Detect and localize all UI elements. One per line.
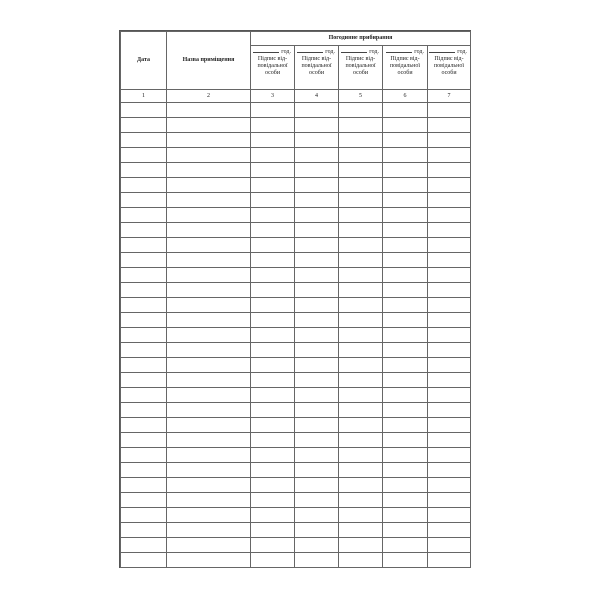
table-cell — [339, 193, 383, 208]
table-cell — [428, 493, 471, 508]
column-number: 7 — [428, 90, 471, 103]
table-body — [121, 90, 471, 568]
table-cell — [121, 418, 167, 433]
table-cell — [428, 163, 471, 178]
table-cell — [428, 313, 471, 328]
column-number: 1 — [121, 90, 167, 103]
table-row — [121, 328, 471, 343]
table-cell — [295, 163, 339, 178]
table-row — [121, 433, 471, 448]
table-cell — [383, 343, 428, 358]
table-cell — [339, 388, 383, 403]
table-cell — [383, 508, 428, 523]
table-cell — [167, 208, 251, 223]
table-cell — [121, 118, 167, 133]
table-cell — [383, 313, 428, 328]
table-row — [121, 373, 471, 388]
table-row — [121, 358, 471, 373]
signature-label: Підпис від-повідальної особи — [301, 56, 332, 76]
table-cell — [121, 253, 167, 268]
table-cell — [383, 103, 428, 118]
table-cell — [251, 388, 295, 403]
table-cell — [121, 223, 167, 238]
table-cell — [339, 268, 383, 283]
header-hour-slot — [295, 46, 339, 90]
table-cell — [295, 178, 339, 193]
table-cell — [383, 523, 428, 538]
header-hour-slot — [251, 46, 295, 90]
table-cell — [339, 178, 383, 193]
table-cell — [339, 373, 383, 388]
table-cell — [295, 133, 339, 148]
table-cell — [383, 433, 428, 448]
table-cell — [121, 403, 167, 418]
table-cell — [121, 433, 167, 448]
hour-label: год. — [369, 49, 379, 55]
table-cell — [121, 298, 167, 313]
table-cell — [428, 478, 471, 493]
table-cell — [167, 448, 251, 463]
table-cell — [167, 328, 251, 343]
table-cell — [251, 313, 295, 328]
table-cell — [383, 193, 428, 208]
table-cell — [251, 223, 295, 238]
table-cell — [339, 283, 383, 298]
table-cell — [295, 148, 339, 163]
table-cell — [121, 493, 167, 508]
table-cell — [167, 373, 251, 388]
table-row — [121, 463, 471, 478]
header-hour-slot — [339, 46, 383, 90]
column-number: 4 — [295, 90, 339, 103]
column-number: 5 — [339, 90, 383, 103]
table-cell — [383, 388, 428, 403]
table-cell — [428, 133, 471, 148]
table-cell — [251, 358, 295, 373]
table-row — [121, 253, 471, 268]
table-cell — [428, 343, 471, 358]
table-cell — [295, 463, 339, 478]
table-cell — [428, 253, 471, 268]
table-cell — [383, 283, 428, 298]
table-cell — [383, 403, 428, 418]
table-cell — [167, 298, 251, 313]
table-cell — [428, 418, 471, 433]
table-cell — [339, 403, 383, 418]
table-row — [121, 268, 471, 283]
table-cell — [383, 118, 428, 133]
table-cell — [428, 208, 471, 223]
table-cell — [383, 208, 428, 223]
table-cell — [428, 238, 471, 253]
table-cell — [339, 253, 383, 268]
table-cell — [167, 133, 251, 148]
table-cell — [295, 403, 339, 418]
table-cell — [251, 283, 295, 298]
table-row — [121, 163, 471, 178]
table-cell — [251, 403, 295, 418]
table-cell — [251, 103, 295, 118]
table-cell — [121, 523, 167, 538]
table-cell — [251, 208, 295, 223]
table-cell — [167, 463, 251, 478]
table-row — [121, 178, 471, 193]
table-cell — [121, 388, 167, 403]
table-cell — [428, 118, 471, 133]
table-cell — [339, 523, 383, 538]
table-cell — [167, 358, 251, 373]
table-cell — [121, 208, 167, 223]
table-cell — [251, 238, 295, 253]
table-cell — [167, 178, 251, 193]
table-cell — [339, 238, 383, 253]
table-cell — [339, 148, 383, 163]
table-cell — [295, 508, 339, 523]
column-number: 6 — [383, 90, 428, 103]
table-row — [121, 553, 471, 568]
signature-label: Підпис від-повідальної особи — [257, 56, 288, 76]
signature-label: Підпис від-повідальної особи — [389, 56, 421, 76]
table-cell — [383, 463, 428, 478]
table-cell — [121, 268, 167, 283]
table-cell — [295, 448, 339, 463]
table-cell — [251, 343, 295, 358]
table-cell — [167, 418, 251, 433]
table-cell — [339, 208, 383, 223]
table-cell — [428, 448, 471, 463]
table-row — [121, 478, 471, 493]
table-cell — [121, 133, 167, 148]
table-cell — [428, 538, 471, 553]
hour-label: год. — [281, 49, 291, 55]
table-cell — [121, 238, 167, 253]
table-cell — [295, 298, 339, 313]
table-cell — [428, 523, 471, 538]
table-row — [121, 118, 471, 133]
table-cell — [339, 313, 383, 328]
header-hourly-cleaning: Погодинне прибирання — [251, 32, 471, 46]
table-cell — [295, 223, 339, 238]
table-cell — [295, 478, 339, 493]
table-cell — [121, 478, 167, 493]
table-cell — [428, 553, 471, 568]
table-cell — [251, 298, 295, 313]
table-cell — [167, 403, 251, 418]
table-cell — [121, 178, 167, 193]
table-cell — [167, 253, 251, 268]
table-row — [121, 523, 471, 538]
table-cell — [383, 298, 428, 313]
table-row — [121, 403, 471, 418]
table-cell — [121, 358, 167, 373]
table-cell — [383, 328, 428, 343]
table-cell — [295, 283, 339, 298]
table-cell — [121, 103, 167, 118]
table-cell — [251, 193, 295, 208]
table-cell — [121, 343, 167, 358]
table-cell — [251, 493, 295, 508]
table-row — [121, 193, 471, 208]
table-cell — [121, 553, 167, 568]
table-row — [121, 313, 471, 328]
table-cell — [121, 463, 167, 478]
table-row — [121, 493, 471, 508]
table-cell — [121, 313, 167, 328]
table-cell — [251, 418, 295, 433]
table-row — [121, 223, 471, 238]
table-cell — [251, 268, 295, 283]
table-cell — [383, 538, 428, 553]
table-cell — [167, 193, 251, 208]
table-cell — [121, 448, 167, 463]
table-cell — [167, 283, 251, 298]
table-row — [121, 133, 471, 148]
table-cell — [339, 538, 383, 553]
table-cell — [428, 148, 471, 163]
table-cell — [295, 553, 339, 568]
header-hour-slot — [428, 46, 471, 90]
table-cell — [295, 328, 339, 343]
table-row — [121, 208, 471, 223]
table-row — [121, 418, 471, 433]
table-cell — [428, 388, 471, 403]
table-cell — [295, 523, 339, 538]
table-cell — [428, 508, 471, 523]
table-cell — [383, 493, 428, 508]
table-cell — [383, 223, 428, 238]
table-cell — [295, 538, 339, 553]
table-cell — [339, 133, 383, 148]
table-cell — [383, 478, 428, 493]
table-cell — [121, 193, 167, 208]
table-cell — [121, 148, 167, 163]
table-cell — [428, 433, 471, 448]
table-cell — [383, 148, 428, 163]
table-cell — [167, 238, 251, 253]
table-cell — [167, 163, 251, 178]
signature-label: Підпис від-повідальної особи — [433, 56, 465, 76]
table-cell — [339, 508, 383, 523]
table-cell — [167, 148, 251, 163]
table-cell — [339, 358, 383, 373]
table-cell — [295, 358, 339, 373]
table-cell — [167, 433, 251, 448]
column-number: 3 — [251, 90, 295, 103]
table-cell — [121, 373, 167, 388]
table-cell — [383, 253, 428, 268]
table-cell — [121, 283, 167, 298]
table-cell — [295, 343, 339, 358]
table-cell — [383, 448, 428, 463]
table-cell — [339, 118, 383, 133]
table-cell — [251, 373, 295, 388]
column-number: 2 — [167, 90, 251, 103]
table-cell — [339, 478, 383, 493]
table-cell — [295, 433, 339, 448]
table-cell — [339, 163, 383, 178]
table-cell — [251, 118, 295, 133]
table-cell — [295, 193, 339, 208]
table-cell — [251, 253, 295, 268]
table-cell — [383, 178, 428, 193]
table-cell — [295, 268, 339, 283]
table-cell — [428, 268, 471, 283]
column-number-row — [121, 90, 471, 103]
table-cell — [251, 448, 295, 463]
table-cell — [383, 268, 428, 283]
table-cell — [295, 388, 339, 403]
table-cell — [167, 343, 251, 358]
table-cell — [339, 103, 383, 118]
signature-label: Підпис від-повідальної особи — [345, 56, 376, 76]
table-cell — [339, 418, 383, 433]
table-cell — [339, 463, 383, 478]
table-cell — [251, 523, 295, 538]
hour-label: год. — [457, 49, 467, 55]
table-cell — [428, 193, 471, 208]
hour-label: год. — [325, 49, 335, 55]
table-cell — [339, 433, 383, 448]
table-cell — [428, 178, 471, 193]
table-row — [121, 538, 471, 553]
table-cell — [383, 553, 428, 568]
table-cell — [251, 478, 295, 493]
table-cell — [121, 163, 167, 178]
table-cell — [383, 163, 428, 178]
table-cell — [339, 448, 383, 463]
table-cell — [167, 268, 251, 283]
table-cell — [167, 493, 251, 508]
table-cell — [339, 493, 383, 508]
table-cell — [251, 328, 295, 343]
table-cell — [428, 283, 471, 298]
table-cell — [251, 148, 295, 163]
table-cell — [167, 553, 251, 568]
table-cell — [295, 373, 339, 388]
table-cell — [339, 343, 383, 358]
table-cell — [167, 118, 251, 133]
table-row — [121, 448, 471, 463]
table-row — [121, 238, 471, 253]
table-cell — [428, 223, 471, 238]
table-cell — [251, 538, 295, 553]
table-cell — [121, 538, 167, 553]
table-cell — [428, 358, 471, 373]
table-cell — [295, 493, 339, 508]
table-cell — [339, 223, 383, 238]
table-cell — [339, 328, 383, 343]
table-cell — [251, 433, 295, 448]
hour-label: год. — [414, 49, 424, 55]
table-row — [121, 283, 471, 298]
table-cell — [383, 358, 428, 373]
table-cell — [167, 478, 251, 493]
table-cell — [167, 523, 251, 538]
table-cell — [339, 298, 383, 313]
form-sheet — [119, 30, 471, 568]
table-cell — [295, 238, 339, 253]
header-date: Дата — [121, 32, 167, 90]
table-cell — [295, 208, 339, 223]
table-cell — [428, 328, 471, 343]
table-cell — [167, 508, 251, 523]
table-cell — [383, 238, 428, 253]
table-cell — [251, 133, 295, 148]
table-row — [121, 343, 471, 358]
table-row — [121, 103, 471, 118]
table-cell — [383, 418, 428, 433]
table-cell — [167, 388, 251, 403]
table-cell — [295, 118, 339, 133]
table-row — [121, 388, 471, 403]
table-cell — [251, 508, 295, 523]
table-row — [121, 298, 471, 313]
table-cell — [428, 403, 471, 418]
table-cell — [383, 133, 428, 148]
table-cell — [428, 373, 471, 388]
table-cell — [428, 463, 471, 478]
table-cell — [295, 253, 339, 268]
table-row — [121, 508, 471, 523]
table-cell — [295, 103, 339, 118]
table-row — [121, 148, 471, 163]
table-cell — [339, 553, 383, 568]
table-cell — [121, 508, 167, 523]
cleaning-log-table — [120, 31, 471, 568]
table-cell — [167, 538, 251, 553]
table-cell — [295, 313, 339, 328]
table-cell — [251, 178, 295, 193]
table-cell — [251, 163, 295, 178]
table-cell — [428, 298, 471, 313]
table-cell — [121, 328, 167, 343]
table-cell — [295, 418, 339, 433]
table-cell — [428, 103, 471, 118]
table-cell — [251, 463, 295, 478]
table-cell — [167, 313, 251, 328]
header-hour-slot — [383, 46, 428, 90]
table-cell — [383, 373, 428, 388]
table-cell — [167, 223, 251, 238]
header-room-name: Назва приміщення — [167, 32, 251, 90]
table-cell — [251, 553, 295, 568]
table-cell — [167, 103, 251, 118]
